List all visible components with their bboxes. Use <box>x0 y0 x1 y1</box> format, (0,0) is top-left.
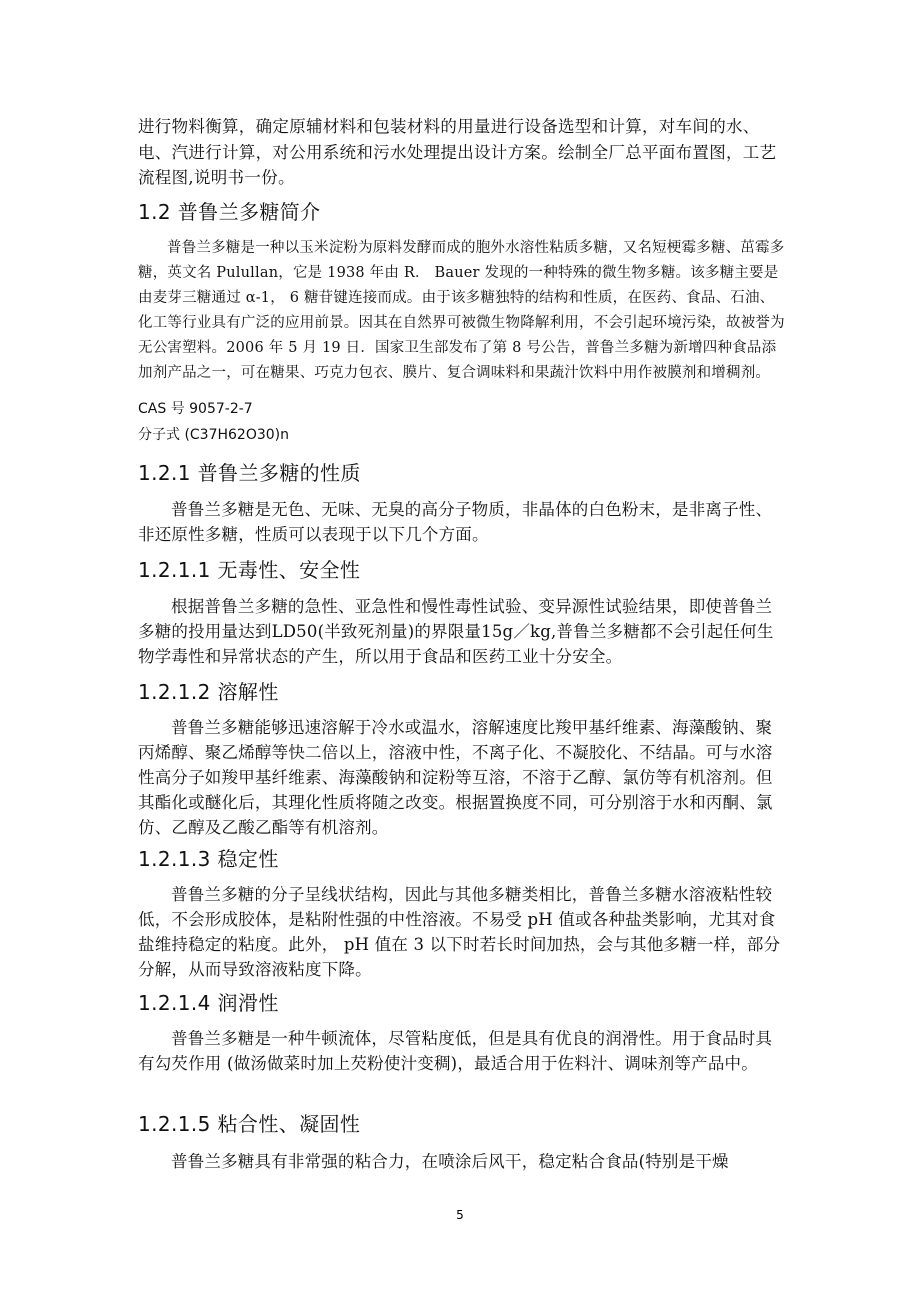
heading-1-2: 1.2 普鲁兰多糖简介 <box>138 200 321 224</box>
heading-1-2-1: 1.2.1 普鲁兰多糖的性质 <box>138 461 361 485</box>
paragraph-1-2-1: 普鲁兰多糖是无色、无味、无臭的高分子物质，非晶体的白色粉末，是非离子性、非还原性多糖，性质可以表现于以下几个方面。 <box>138 500 773 544</box>
paragraph-1-2-1-1: 根据普鲁兰多糖的急性、亚急性和慢性毒性试验、变异源性试验结果，即使普鲁兰多糖的投用量达到LD50(半致死剂量)的界限量15g／kg,普鲁兰多糖都不会引起任何生物学毒性和异常状态的产生，所以用于食品和医药工业十分安全。 <box>138 597 774 666</box>
paragraph-1-2: 普鲁兰多糖是一种以玉米淀粉为原料发酵而成的胞外水溶性粘质多糖，又名短梗霉多糖、茁霉多糖，英文名 Pulullan，它是 1938 年由 R． Bauer 发现的一种特殊的微生物多糖。该多糖主要是由麦芽三糖通过 α-1， 6 糖苷键连接而成。由于该多糖独特的结构和性质，在医药、食品、石油、化工等行业具有广泛的应用前景。因其在自然界可被微生物降解利用，不会引起环境污染，故被誉为无公害塑料。2006 年 5 月 19 日．国家卫生部发布了第 8 号公告，普鲁兰多糖为新增四种食品添加剂产品之一，可在糖果、巧克力包衣、膜片、复合调味料和果蔬汁饮料中用作被膜剂和增稠剂。 <box>138 240 785 381</box>
intro-paragraph: 进行物料衡算，确定原辅材料和包装材料的用量进行设备选型和计算，对车间的水、电、汽进行计算，对公用系统和污水处理提出设计方案。绘制全厂总平面布置图，工艺流程图,说明书一份。 <box>138 117 777 187</box>
page-number: 5 <box>456 1208 464 1222</box>
paragraph-1-2-1-3: 普鲁兰多糖的分子呈线状结构，因此与其他多糖类相比，普鲁兰多糖水溶液粘性较低，不会形成胶体，是粘附性强的中性溶液。不易受 pH 值或各种盐类影响，尤其对食盐维持稳定的粘度。此外， pH 值在 3 以下时若长时间加热，会与其他多糖一样，部分分解，从而导致溶液粘度下降。 <box>138 885 781 979</box>
heading-1-2-1-1: 1.2.1.1 无毒性、安全性 <box>138 558 361 582</box>
cas-number: CAS 号 9057-2-7 <box>138 401 253 417</box>
paragraph-1-2-1-4: 普鲁兰多糖是一种牛顿流体，尽管粘度低，但是具有优良的润滑性。用于食品时具有勾芡作用 (做汤做菜时加上芡粉使汁变稠)，最适合用于佐料汁、调味剂等产品中。 <box>138 1029 773 1073</box>
heading-1-2-1-2: 1.2.1.2 溶解性 <box>138 680 279 704</box>
molecular-formula: 分子式 (C37H62O30)n <box>138 427 290 443</box>
heading-1-2-1-3: 1.2.1.3 稳定性 <box>138 847 279 871</box>
heading-1-2-1-5: 1.2.1.5 粘合性、凝固性 <box>138 1112 361 1136</box>
heading-1-2-1-4: 1.2.1.4 润滑性 <box>138 991 279 1015</box>
paragraph-1-2-1-2: 普鲁兰多糖能够迅速溶解于冷水或温水，溶解速度比羧甲基纤维素、海藻酸钠、聚丙烯醇、聚乙烯醇等快二倍以上，溶液中性，不离子化、不凝胶化、不结晶。可与水溶性高分子如羧甲基纤维素、海藻酸钠和淀粉等互溶，不溶于乙醇、氯仿等有机溶剂。但其酯化或醚化后，其理化性质将随之改变。根据置换度不同，可分别溶于水和丙酮、氯仿、乙醇及乙酸乙酯等有机溶剂。 <box>138 718 773 837</box>
paragraph-1-2-1-5: 普鲁兰多糖具有非常强的粘合力，在喷涂后风干，稳定粘合食品(特别是干燥 <box>171 1152 729 1171</box>
